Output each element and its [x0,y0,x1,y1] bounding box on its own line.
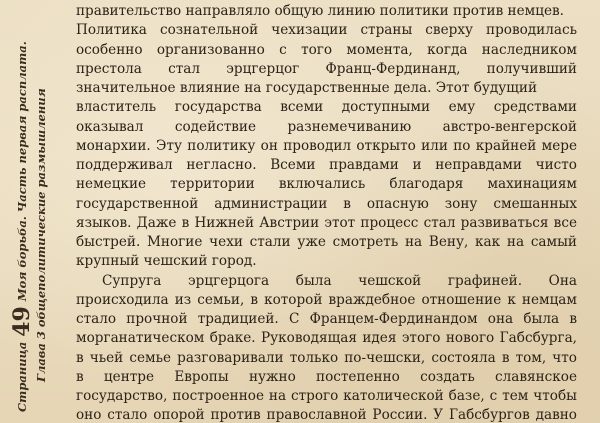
text-line: оказывал содействие разнемечиванию австро-венгерской [76,118,577,135]
vertical-running-header [0,0,62,423]
text-line: оно стало опорой против православной России. У Габсбургов давно [76,407,577,423]
paragraph [76,2,577,272]
text-line: властитель государства всеми доступными ему средствами [76,99,577,116]
chapter-title: Глава 3 общеполитические размышления [34,88,48,382]
text-line: поддерживал негласно. Всеми правдами и неправдами чисто [76,157,577,173]
text-line: особенно организованно с того момента, когда наследником [76,41,577,58]
text-line: крупный чешский город. [76,253,257,270]
running-header-line-2 [32,12,50,412]
text-line: немецкие территории включались благодаря махинациям [76,176,577,193]
text-line: в центре Европы нужно постепенно создать славянское [76,368,577,385]
text-line: Политика сознательной чехизации страны сверху проводилась [76,22,577,39]
page-number: 49 [9,306,35,337]
text-line: происходила из семьи, в которой враждебное отношение к немцам [76,291,577,308]
text-line: значительное влияние на государственные дела. Этот будущий [76,80,538,96]
text-line: Супруга эрцгерцога была чешской графиней. Она [102,272,577,289]
text-line: в чьей семье разговаривали только по-чешски, состояла в том, что [76,349,577,366]
page-label: Страница [15,341,29,412]
text-line: стало прочной традицией. С Францем-Фердинандом она была в [76,311,577,327]
running-header-text [9,12,50,412]
text-line: государственной администрации в опасную зону смешанных [76,195,577,212]
text-line: монархии. Эту политику он проводил открыто или по крайней мере [76,137,577,154]
text-line: престола стал эрцгерцог Франц-Фердинанд, получивший [76,60,577,77]
text-line: языков. Даже в Нижней Австрии этот процесс стал развиваться все [76,214,577,231]
part-title: Моя борьба. Часть первая расплата. [15,41,29,302]
text-line: правительство направляло общую линию политики против немцев. [76,3,564,19]
body-text [76,2,577,423]
paragraph [76,272,577,423]
text-line: государство, построенное на строго католической базе, с тем чтобы [76,388,577,404]
text-line: быстрей. Многие чехи стали уже смотреть на Вену, как на самый [76,234,577,250]
running-header-line-1 [9,12,35,412]
text-line: морганатическом браке. Руководящая идея этого нового Габсбурга, [76,330,577,347]
